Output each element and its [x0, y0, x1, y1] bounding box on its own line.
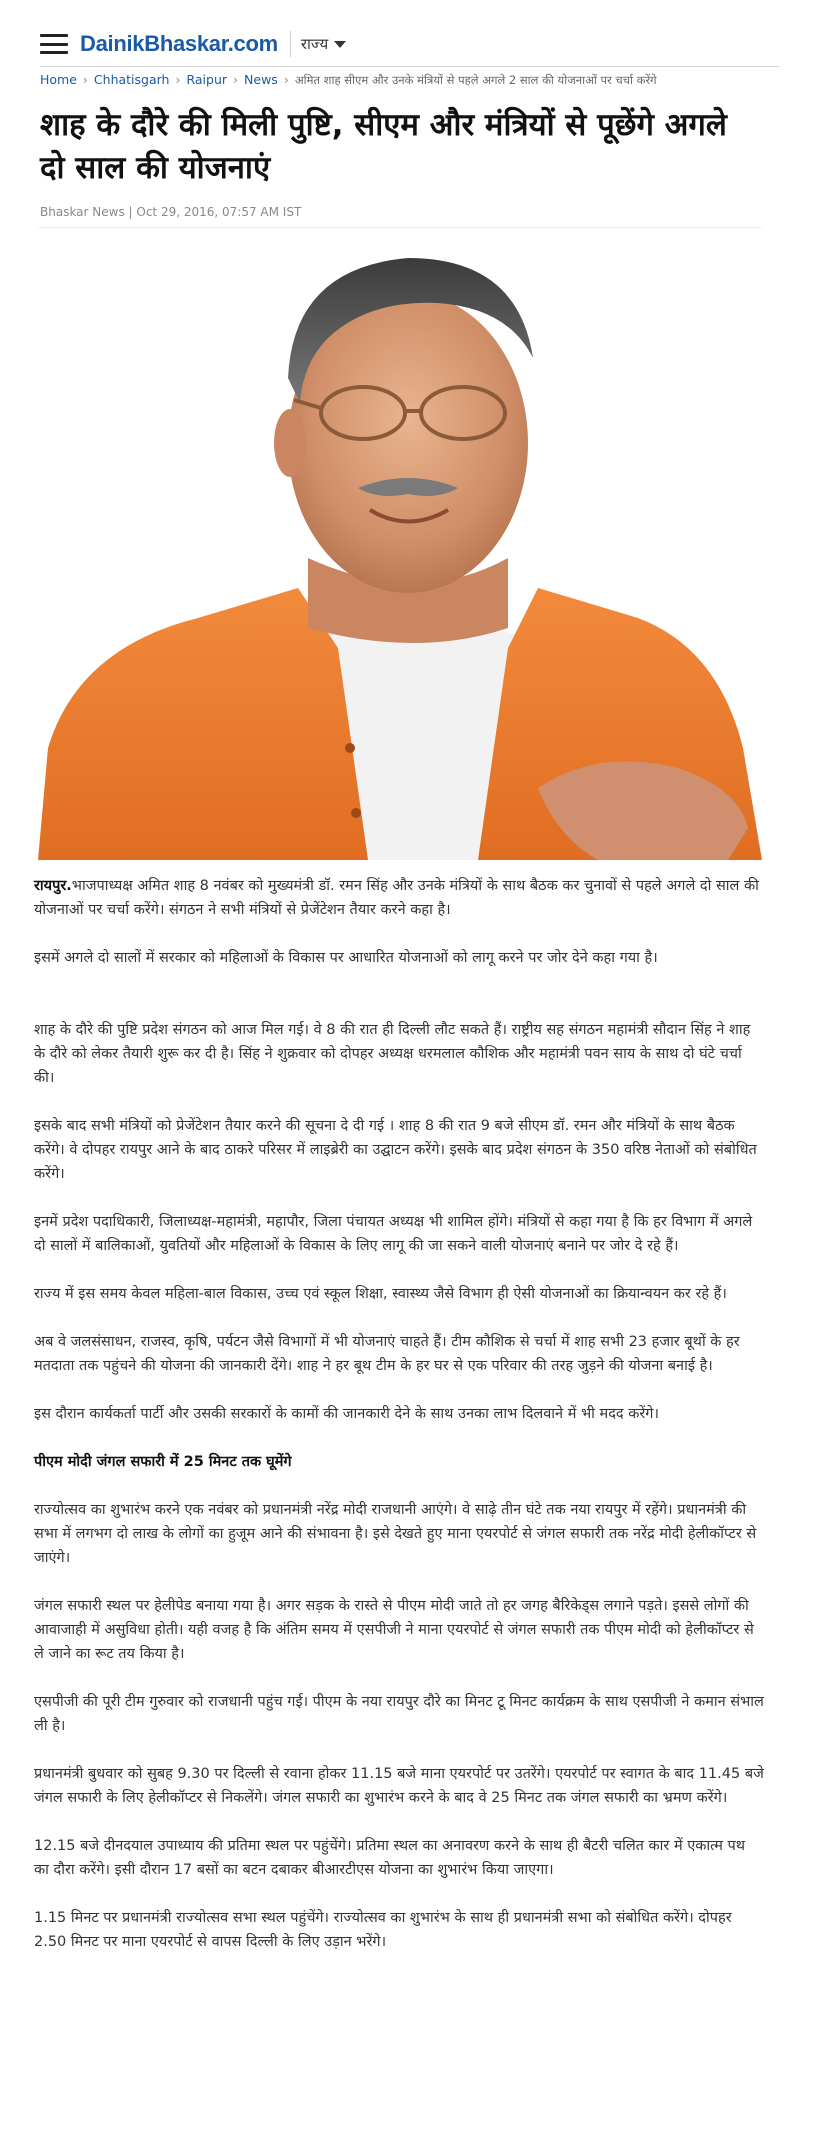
portrait-illustration [38, 228, 762, 860]
breadcrumb-separator-icon: › [82, 72, 88, 87]
article-paragraph: राज्योत्सव का शुभारंभ करने एक नवंबर को प्रधानमंत्री नरेंद्र मोदी राजधानी आएंगे। वे साढ़े तीन घंटे तक नया रायपुर में रहेंगे। प्रधानमंत्री की सभा में लगभग दो लाख के लोगों का हुजूम आने की संभावना है। इसे देखते हुए माना एयरपोर्ट से जंगल सफारी तक नरेंद्र मोदी हेलीकॉप्टर से जाएंगे। [34, 1502, 757, 1566]
breadcrumb-separator-icon: › [175, 72, 181, 87]
breadcrumb-home[interactable]: Home [40, 72, 77, 87]
article-paragraph: इस दौरान कार्यकर्ता पार्टी और उसकी सरकारों के कामों की जानकारी देने के साथ उनका लाभ दिलवाने में भी मदद करेंगे। [34, 1406, 659, 1422]
article-title: शाह के दौरे की मिली पुष्टि, सीएम और मंत्रियों से पूछेंगे अगले दो साल की योजनाएं [40, 107, 727, 186]
article-paragraph: शाह के दौरे की पुष्टि प्रदेश संगठन को आज मिल गई। वे 8 की रात ही दिल्ली लौट सकते हैं। राष्ट्रीय सह संगठन महामंत्री सौदान सिंह ने शाह के दौरे को लेकर तैयारी शुरू कर दी है। सिंह ने शुक्रवार को दोपहर अध्यक्ष धरमलाल कौशिक और महामंत्री पवन साय के साथ दो घंटे चर्चा की। [34, 1022, 751, 1086]
article-subheading: पीएम मोदी जंगल सफारी में 25 मिनट तक घूमेंगे [34, 1454, 292, 1470]
breadcrumb-separator-icon: › [283, 72, 289, 87]
breadcrumb-current: अमित शाह सीएम और उनके मंत्रियों से पहले अगले 2 साल की योजनाओं पर चर्चा करेंगे [294, 73, 657, 87]
paragraph-text: भाजपाध्यक्ष अमित शाह 8 नवंबर को मुख्यमंत्री डॉ. रमन सिंह और उनके मंत्रियों के साथ बैठक कर चुनावों से पहले अगले दो साल की योजनाओं पर चर्चा करेंगे। संगठन ने सभी मंत्रियों से प्रेजेंटेशन तैयार करने कहा है। [34, 878, 759, 918]
breadcrumb-section[interactable]: News [244, 72, 278, 87]
logo-part-bhaskar: Bhaskar [144, 31, 228, 56]
article-paragraph: इनमें प्रदेश पदाधिकारी, जिलाध्यक्ष-महामंत्री, महापौर, जिला पंचायत अध्यक्ष भी शामिल होंगे। मंत्रियों से कहा गया है कि हर विभाग में अगले दो सालों में बालिकाओं, युवतियों और महिलाओं के विकास के लिए लागू की जा सकने वाली योजनाएं बनाने पर जोर दे रहे हैं। [34, 1214, 753, 1254]
article-paragraph: 1.15 मिनट पर प्रधानमंत्री राज्योत्सव सभा स्थल पहुंचेंगे। राज्योत्सव का शुभारंभ के साथ ही प्रधानमंत्री सभा को संबोधित करेंगे। दोपहर 2.50 मिनट पर माना एयरपोर्ट से वापस दिल्ली के लिए उड़ान भरेंगे। [34, 1910, 732, 1950]
state-dropdown-label: राज्य [300, 35, 329, 53]
article-dateline: रायपुर. [34, 878, 72, 894]
breadcrumb-separator-icon: › [233, 72, 239, 87]
article-meta: Bhaskar News | Oct 29, 2016, 07:57 AM IST [40, 205, 302, 219]
logo-part-dainik: Dainik [80, 31, 145, 56]
site-header [40, 22, 780, 67]
site-logo[interactable] [80, 31, 278, 57]
article-photo [38, 227, 762, 860]
article-paragraph: 12.15 बजे दीनदयाल उपाध्याय की प्रतिमा स्थल पर पहुंचेंगे। प्रतिमा स्थल का अनावरण करने के साथ ही बैटरी चलित कार में एकात्म पथ का दौरा करेंगे। इसी दौरान 17 बसों का बटन दबाकर बीआरटीएस योजना का शुभारंभ किया जाएगा। [34, 1838, 746, 1878]
article-paragraph: राज्य में इस समय केवल महिला-बाल विकास, उच्च एवं स्कूल शिक्षा, स्वास्थ्य जैसे विभाग ही ऐसी योजनाओं का क्रियान्वयन कर रहे हैं। [34, 1286, 727, 1302]
header-divider [290, 31, 291, 57]
menu-icon[interactable] [40, 34, 68, 54]
state-dropdown[interactable] [301, 34, 346, 54]
article-body [34, 874, 764, 1954]
article-paragraph: अब वे जलसंसाधन, राजस्व, कृषि, पर्यटन जैसे विभागों में भी योजनाएं चाहते हैं। टीम कौशिक से चर्चा में शाह सभी 23 हजार बूथों के हर मतदाता तक पहुंचने की योजना की जानकारी देंगे। शाह ने हर बूथ टीम के हर घर से एक परिवार की तरह जुड़ने की योजना बनाई है। [34, 1334, 740, 1374]
article-paragraph: जंगल सफारी स्थल पर हेलीपेड बनाया गया है। अगर सड़क के रास्ते से पीएम मोदी जाते तो हर जगह बैरिकेड्स लगाने पड़ते। इससे लोगों की आवाजाही में असुविधा होती। यही वजह है कि अंतिम समय में एसपीजी ने माना एयरपोर्ट से जंगल सफारी तक पीएम मोदी को हेलीकॉप्टर से ले जाने का रूट तय किया है। [34, 1598, 754, 1662]
article-paragraph: इसके बाद सभी मंत्रियों को प्रेजेंटेशन तैयार करने की सूचना दे दी गई । शाह 8 की रात 9 बजे सीएम डॉ. रमन और मंत्रियों के साथ बैठक करेंगे। वे दोपहर रायपुर आने के बाद ठाकरे परिसर में लाइब्रेरी का उद्घाटन करेंगे। इसके बाद प्रदेश संगठन के 350 वरिष्ठ नेताओं को संबोधित करेंगे। [34, 1118, 757, 1182]
article-paragraph [34, 874, 764, 922]
logo-part-com: .com [227, 31, 278, 56]
breadcrumb [40, 72, 800, 88]
breadcrumb-city[interactable]: Raipur [186, 72, 228, 87]
article-paragraph: प्रधानमंत्री बुधवार को सुबह 9.30 पर दिल्ली से रवाना होकर 11.15 बजे माना एयरपोर्ट पर उतरेंगे। एयरपोर्ट पर स्वागत के बाद 11.45 बजे जंगल सफारी के लिए हेलीकॉप्टर से निकलेंगे। जंगल सफारी का शुभारंभ करने के बाद वे 25 मिनट तक जंगल सफारी का भ्रमण करेंगे। [34, 1766, 764, 1806]
article-paragraph: एसपीजी की पूरी टीम गुरुवार को राजधानी पहुंच गई। पीएम के नया रायपुर दौरे का मिनट टू मिनट कार्यक्रम के साथ एसपीजी ने कमान संभाल ली है। [34, 1694, 764, 1734]
breadcrumb-state[interactable]: Chhatisgarh [93, 72, 170, 87]
chevron-down-icon [334, 41, 346, 48]
article-paragraph: इसमें अगले दो सालों में सरकार को महिलाओं के विकास पर आधारित योजनाओं को लागू करने पर जोर देने कहा गया है। [34, 950, 658, 966]
